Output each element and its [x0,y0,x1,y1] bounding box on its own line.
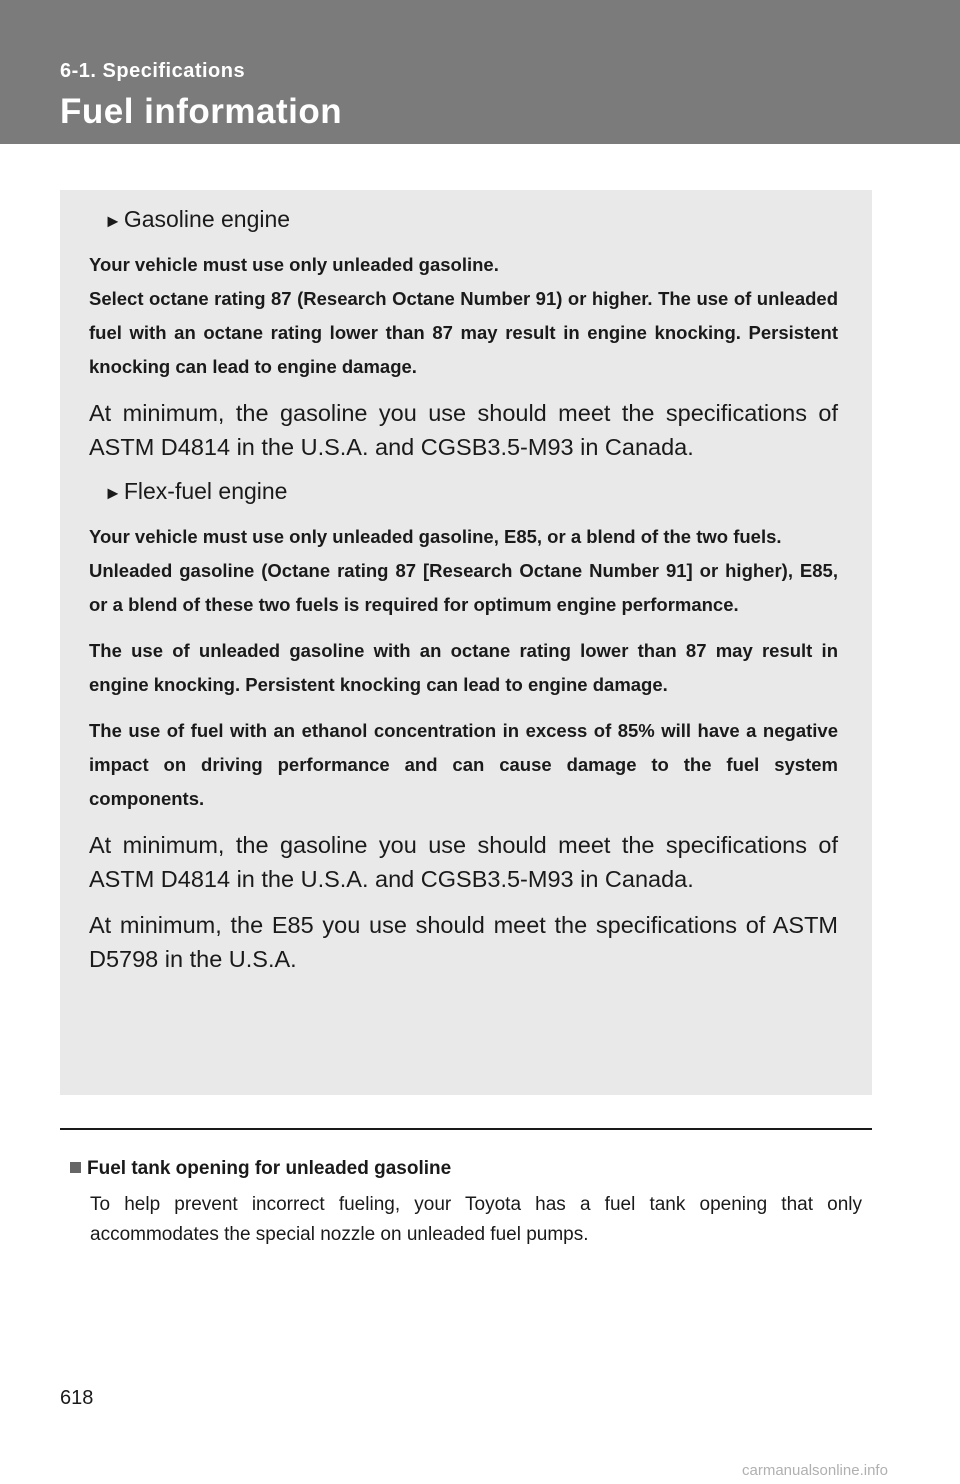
arrow-right-icon: ► [104,211,122,231]
watermark: carmanualsonline.info [742,1462,888,1479]
gasoline-engine-heading [104,204,838,236]
gasoline-octane-text: Select octane rating 87 (Research Octane Number 91) or higher. The use of unleaded fuel with an octane rating lower than 87 may result in engine knocking. Persistent knocking can lead to engine damage. [89,288,838,377]
gasoline-spec-text: At minimum, the gasoline you use should meet the specifications of ASTM D4814 in the U.S.A. and CGSB3.5-M93 in Canada. [89,400,838,460]
page-title: Fuel information [60,92,343,131]
flex-requirement: Your vehicle must use only unleaded gasoline, E85, or a blend of the two fuels. [89,526,782,547]
note-heading-label: Fuel tank opening for unleaded gasoline [87,1158,452,1179]
flex-e85-spec-text: At minimum, the E85 you use should meet the specifications of ASTM D5798 in the U.S.A. [89,912,838,972]
flex-fuel-engine-label: Flex-fuel engine [123,478,288,504]
arrow-right-icon: ► [104,483,122,503]
gasoline-requirement: Your vehicle must use only unleaded gasoline. [89,254,499,275]
gasoline-engine-label: Gasoline engine [123,206,291,232]
fuel-info-panel [60,190,872,1095]
note-body: To help prevent incorrect fueling, your Toyota has a fuel tank opening that only accommodates the special nozzle on unleaded fuel pumps. [90,1194,862,1245]
section-label: 6-1. Specifications [60,60,246,82]
flex-octane-text: Unleaded gasoline (Octane rating 87 [Research Octane Number 91] or higher), E85, or a blend of these two fuels is required for optimum engine performance. [89,560,838,615]
flex-knocking-text: The use of unleaded gasoline with an octane rating lower than 87 may result in engine knocking. Persistent knocking can lead to engine damage. [89,640,838,695]
page-number: 618 [60,1387,94,1409]
flex-ethanol-text: The use of fuel with an ethanol concentration in excess of 85% will have a negative impact on driving performance and can cause damage to the fuel system components. [89,720,838,809]
divider [60,1128,872,1130]
flex-gasoline-spec-text: At minimum, the gasoline you use should meet the specifications of ASTM D4814 in the U.S.A. and CGSB3.5-M93 in Canada. [89,832,838,892]
flex-fuel-engine-heading [104,476,838,508]
note-heading [70,1158,451,1180]
square-bullet-icon [70,1162,81,1173]
section-header [0,0,960,144]
